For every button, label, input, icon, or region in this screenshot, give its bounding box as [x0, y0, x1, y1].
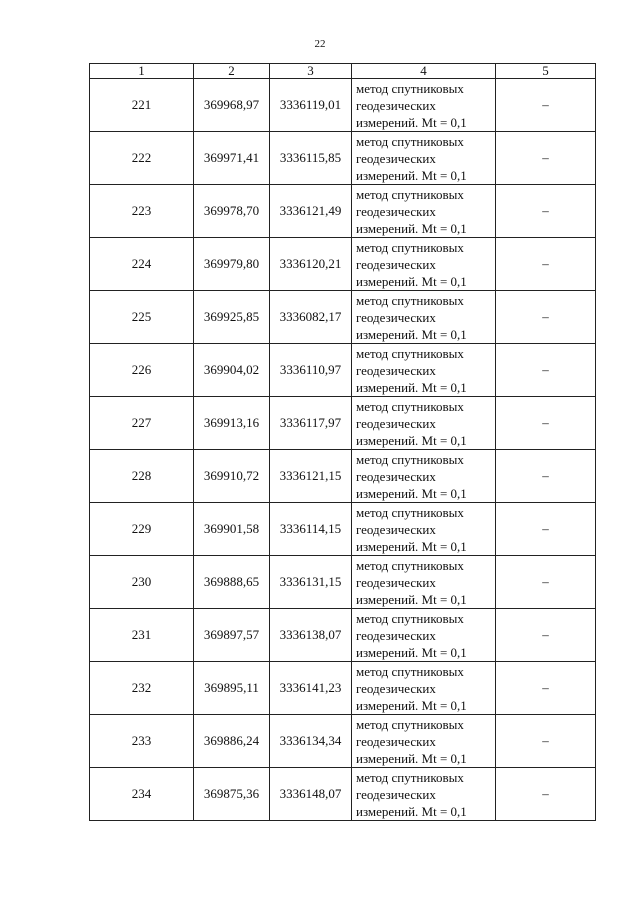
point-number-cell: 231: [90, 609, 194, 662]
method-cell: [352, 556, 496, 609]
y-coordinate-cell: 3336121,49: [270, 185, 352, 238]
method-line-1: метод спутниковых: [356, 239, 464, 255]
method-line-1: метод спутниковых: [356, 292, 464, 308]
method-line-1: метод спутниковых: [356, 80, 464, 96]
table-row: [90, 503, 596, 556]
method-cell: [352, 79, 496, 132]
x-coordinate-cell: 369968,97: [194, 79, 270, 132]
method-line-1: метод спутниковых: [356, 769, 464, 785]
x-coordinate-cell: 369901,58: [194, 503, 270, 556]
y-coordinate-cell: 3336138,07: [270, 609, 352, 662]
y-coordinate-cell: 3336082,17: [270, 291, 352, 344]
method-cell: [352, 503, 496, 556]
table-row: [90, 609, 596, 662]
method-line-2: геодезических: [356, 627, 436, 643]
method-cell: [352, 132, 496, 185]
method-line-3: измерений. Mt = 0,1: [356, 644, 467, 660]
column-5-cell: –: [496, 132, 596, 185]
table-header: [90, 64, 596, 79]
column-5-cell: –: [496, 79, 596, 132]
column-5-cell: –: [496, 662, 596, 715]
column-header-3: 3: [270, 64, 352, 79]
method-line-3: измерений. Mt = 0,1: [356, 326, 467, 342]
point-number-cell: 222: [90, 132, 194, 185]
y-coordinate-cell: 3336110,97: [270, 344, 352, 397]
point-number-cell: 224: [90, 238, 194, 291]
point-number-cell: 228: [90, 450, 194, 503]
table-row: [90, 715, 596, 768]
column-header-4: 4: [352, 64, 496, 79]
method-cell: [352, 397, 496, 450]
method-line-3: измерений. Mt = 0,1: [356, 220, 467, 236]
method-line-3: измерений. Mt = 0,1: [356, 697, 467, 713]
y-coordinate-cell: 3336141,23: [270, 662, 352, 715]
y-coordinate-cell: 3336114,15: [270, 503, 352, 556]
column-5-cell: –: [496, 715, 596, 768]
table-row: [90, 291, 596, 344]
method-cell: [352, 291, 496, 344]
method-line-2: геодезических: [356, 309, 436, 325]
x-coordinate-cell: 369875,36: [194, 768, 270, 821]
column-header-2: 2: [194, 64, 270, 79]
column-5-cell: –: [496, 609, 596, 662]
method-line-2: геодезических: [356, 256, 436, 272]
table-row: [90, 450, 596, 503]
method-cell: [352, 768, 496, 821]
point-number-cell: 230: [90, 556, 194, 609]
point-number-cell: 232: [90, 662, 194, 715]
y-coordinate-cell: 3336131,15: [270, 556, 352, 609]
method-cell: [352, 662, 496, 715]
method-cell: [352, 185, 496, 238]
point-number-cell: 221: [90, 79, 194, 132]
x-coordinate-cell: 369979,80: [194, 238, 270, 291]
column-5-cell: –: [496, 768, 596, 821]
method-line-2: геодезических: [356, 468, 436, 484]
column-5-cell: –: [496, 450, 596, 503]
coordinates-table: [89, 63, 596, 821]
method-line-2: геодезических: [356, 733, 436, 749]
method-line-2: геодезических: [356, 203, 436, 219]
column-5-cell: –: [496, 503, 596, 556]
column-5-cell: –: [496, 185, 596, 238]
x-coordinate-cell: 369886,24: [194, 715, 270, 768]
method-line-1: метод спутниковых: [356, 398, 464, 414]
page-number: 22: [314, 38, 326, 50]
method-line-1: метод спутниковых: [356, 504, 464, 520]
x-coordinate-cell: 369913,16: [194, 397, 270, 450]
method-line-3: измерений. Mt = 0,1: [356, 432, 467, 448]
point-number-cell: 223: [90, 185, 194, 238]
x-coordinate-cell: 369971,41: [194, 132, 270, 185]
column-5-cell: –: [496, 291, 596, 344]
method-line-3: измерений. Mt = 0,1: [356, 273, 467, 289]
point-number-cell: 226: [90, 344, 194, 397]
method-line-3: измерений. Mt = 0,1: [356, 591, 467, 607]
x-coordinate-cell: 369897,57: [194, 609, 270, 662]
method-line-1: метод спутниковых: [356, 451, 464, 467]
table-row: [90, 132, 596, 185]
column-5-cell: –: [496, 238, 596, 291]
method-cell: [352, 238, 496, 291]
column-header-5: 5: [496, 64, 596, 79]
method-line-1: метод спутниковых: [356, 610, 464, 626]
method-line-2: геодезических: [356, 97, 436, 113]
y-coordinate-cell: 3336119,01: [270, 79, 352, 132]
method-line-2: геодезических: [356, 415, 436, 431]
method-cell: [352, 715, 496, 768]
y-coordinate-cell: 3336120,21: [270, 238, 352, 291]
method-line-2: геодезических: [356, 680, 436, 696]
method-line-1: метод спутниковых: [356, 345, 464, 361]
column-5-cell: –: [496, 556, 596, 609]
method-cell: [352, 344, 496, 397]
method-line-2: геодезических: [356, 150, 436, 166]
y-coordinate-cell: 3336134,34: [270, 715, 352, 768]
y-coordinate-cell: 3336117,97: [270, 397, 352, 450]
x-coordinate-cell: 369895,11: [194, 662, 270, 715]
table-row: [90, 397, 596, 450]
method-cell: [352, 609, 496, 662]
y-coordinate-cell: 3336148,07: [270, 768, 352, 821]
x-coordinate-cell: 369978,70: [194, 185, 270, 238]
column-5-cell: –: [496, 397, 596, 450]
column-header-1: 1: [90, 64, 194, 79]
method-line-1: метод спутниковых: [356, 133, 464, 149]
method-cell: [352, 450, 496, 503]
method-line-3: измерений. Mt = 0,1: [356, 485, 467, 501]
x-coordinate-cell: 369888,65: [194, 556, 270, 609]
x-coordinate-cell: 369925,85: [194, 291, 270, 344]
table-row: [90, 344, 596, 397]
method-line-1: метод спутниковых: [356, 663, 464, 679]
table-row: [90, 79, 596, 132]
point-number-cell: 225: [90, 291, 194, 344]
method-line-3: измерений. Mt = 0,1: [356, 803, 467, 819]
y-coordinate-cell: 3336115,85: [270, 132, 352, 185]
column-5-cell: –: [496, 344, 596, 397]
point-number-cell: 229: [90, 503, 194, 556]
method-line-1: метод спутниковых: [356, 557, 464, 573]
method-line-2: геодезических: [356, 521, 436, 537]
method-line-1: метод спутниковых: [356, 716, 464, 732]
method-line-3: измерений. Mt = 0,1: [356, 379, 467, 395]
table-row: [90, 556, 596, 609]
method-line-1: метод спутниковых: [356, 186, 464, 202]
point-number-cell: 233: [90, 715, 194, 768]
table-row: [90, 238, 596, 291]
x-coordinate-cell: 369904,02: [194, 344, 270, 397]
method-line-3: измерений. Mt = 0,1: [356, 750, 467, 766]
table-row: [90, 768, 596, 821]
table-body: [90, 79, 596, 821]
table-row: [90, 662, 596, 715]
method-line-2: геодезических: [356, 574, 436, 590]
y-coordinate-cell: 3336121,15: [270, 450, 352, 503]
point-number-cell: 234: [90, 768, 194, 821]
method-line-3: измерений. Mt = 0,1: [356, 114, 467, 130]
table-row: [90, 185, 596, 238]
method-line-3: измерений. Mt = 0,1: [356, 538, 467, 554]
x-coordinate-cell: 369910,72: [194, 450, 270, 503]
point-number-cell: 227: [90, 397, 194, 450]
method-line-3: измерений. Mt = 0,1: [356, 167, 467, 183]
method-line-2: геодезических: [356, 362, 436, 378]
method-line-2: геодезических: [356, 786, 436, 802]
header-row: [90, 64, 596, 79]
